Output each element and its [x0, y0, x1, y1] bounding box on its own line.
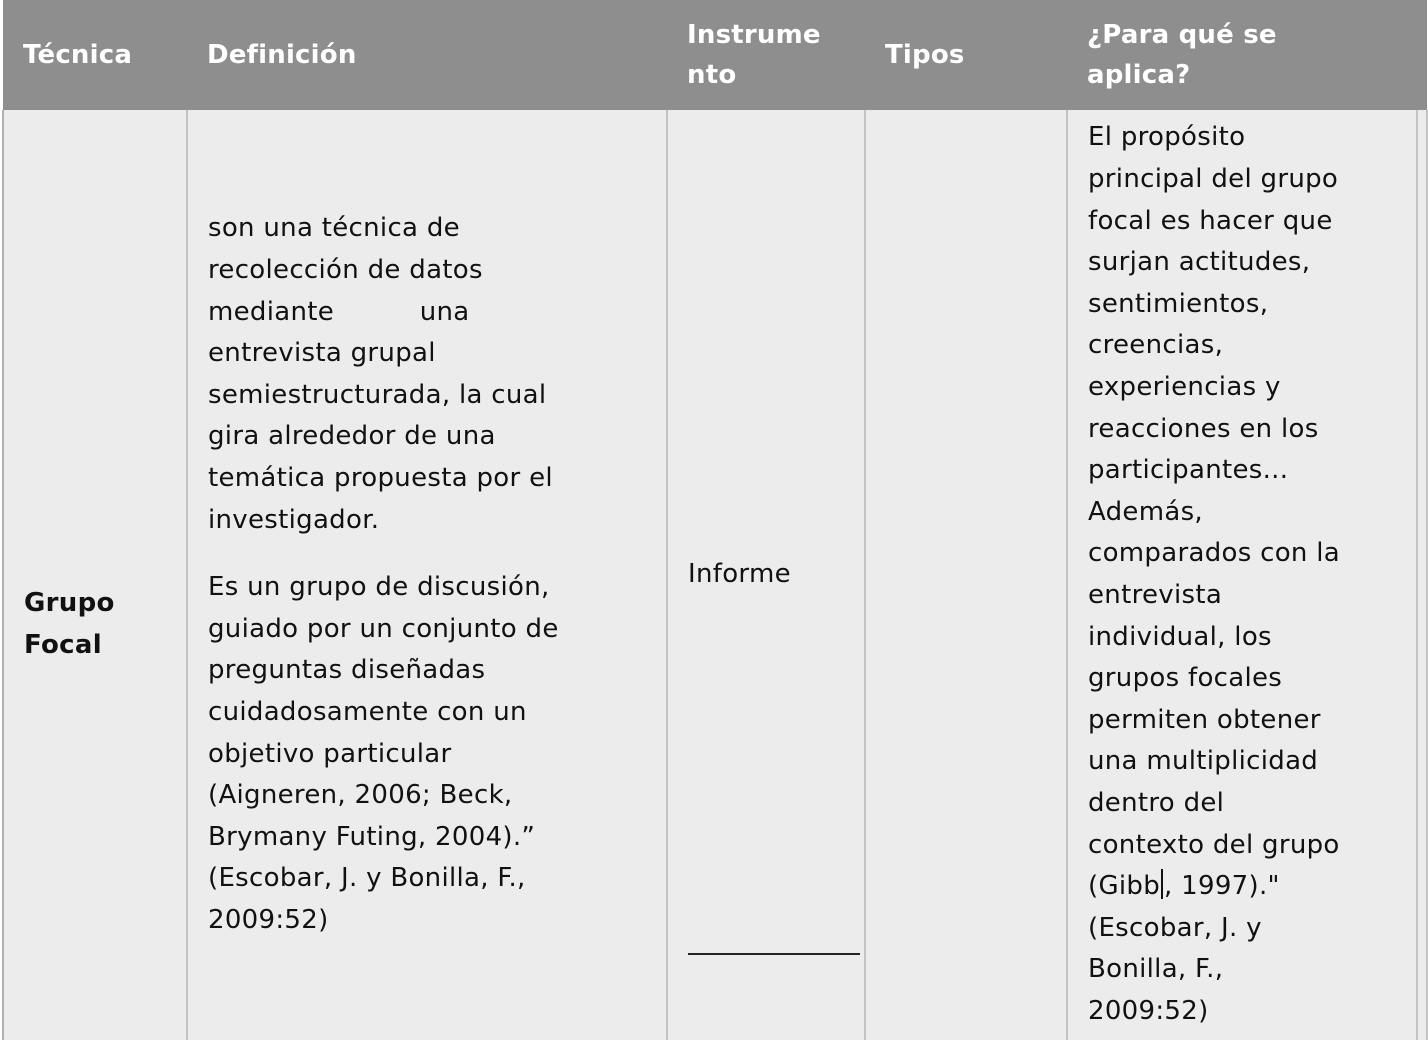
text-cursor-caret — [1161, 869, 1163, 899]
header-aplica-line2: aplica? — [1087, 60, 1191, 90]
aplica-line: una multiplicidad — [1088, 746, 1319, 777]
definicion-p2-line: (Aigneren, 2006; Beck, — [208, 780, 513, 811]
definicion-p1-line: recolección de datos — [208, 255, 483, 286]
definicion-p2-line: Es un grupo de discusión, — [208, 572, 550, 603]
aplica-line: dentro del — [1088, 787, 1225, 818]
cell-instrumento — [667, 110, 865, 1040]
header-instrumento-line2: nto — [687, 60, 737, 90]
definicion-p1-line: son una técnica de — [208, 213, 460, 244]
aplica-line: El propósito — [1088, 122, 1246, 153]
aplica-line: principal del grupo — [1088, 164, 1339, 195]
table-row — [3, 110, 1427, 1040]
definicion-paragraph-2 — [208, 567, 658, 941]
aplica-line: focal es hacer que — [1088, 205, 1333, 236]
header-tipos — [865, 0, 1067, 110]
definicion-p1-line: semiestructurada, la cual — [208, 379, 547, 410]
aplica-line: individual, los — [1088, 621, 1272, 652]
definicion-p2-line: objetivo particular — [208, 738, 452, 769]
aplica-line: entrevista — [1088, 580, 1223, 610]
header-instrumento — [667, 0, 865, 110]
definicion-p1-line: mediante una — [208, 296, 470, 327]
definicion-p2-line: cuidadosamente con un — [208, 696, 527, 727]
header-definicion-label: Definición — [207, 40, 357, 70]
header-trailing-cell — [1417, 0, 1427, 110]
aplica-line: Además, — [1088, 496, 1203, 527]
header-aplica-line1: ¿Para qué se — [1087, 20, 1277, 50]
definicion-p1-line: investigador. — [208, 504, 380, 535]
aplica-citation — [1088, 871, 1280, 901]
definicion-p2-line: Brymany Futing, 2004).” — [208, 821, 536, 852]
aplica-citation-end: , 1997)." — [1164, 871, 1280, 902]
definicion-p2-line: preguntas diseñadas — [208, 655, 486, 686]
instrumento-value: Informe — [688, 559, 791, 590]
cell-aplica — [1067, 110, 1417, 1040]
aplica-line: comparados con la — [1088, 538, 1341, 569]
aplica-line: permiten obtener — [1088, 704, 1321, 735]
definicion-p2-line: (Escobar, J. y Bonilla, F., — [208, 863, 526, 894]
aplica-tail-line: 2009:52) — [1088, 995, 1209, 1026]
definicion-paragraph-1 — [208, 208, 658, 541]
header-tecnica — [3, 0, 187, 110]
aplica-line: surjan actitudes, — [1088, 247, 1311, 278]
definicion-p1-line: temática propuesta por el — [208, 463, 553, 494]
horizontal-rule — [688, 953, 860, 955]
definicion-p2-line: guiado por un conjunto de — [208, 613, 559, 644]
header-aplica — [1067, 0, 1417, 110]
cell-tecnica — [3, 110, 187, 1040]
definicion-p1-line: entrevista grupal — [208, 338, 436, 369]
aplica-tail-line: Bonilla, F., — [1088, 954, 1224, 985]
aplica-citation-start: (Gibb — [1088, 871, 1161, 902]
definicion-p2-line: 2009:52) — [208, 904, 329, 935]
aplica-line: contexto del grupo — [1088, 829, 1340, 860]
aplica-tail-line: (Escobar, J. y — [1088, 912, 1262, 943]
header-tecnica-label: Técnica — [23, 40, 133, 70]
cell-definicion — [187, 110, 667, 1040]
cell-trailing — [1417, 110, 1427, 1040]
aplica-line: experiencias y — [1088, 372, 1281, 403]
table-header-row — [3, 0, 1427, 110]
header-tipos-label: Tipos — [885, 40, 965, 70]
definicion-p1-line: gira alrededor de una — [208, 421, 496, 452]
aplica-line: grupos focales — [1088, 663, 1283, 694]
tecnica-line2: Focal — [24, 630, 102, 660]
cell-tipos — [865, 110, 1067, 1040]
aplica-line: participantes... — [1088, 455, 1289, 486]
tecnica-line1: Grupo — [24, 588, 115, 619]
techniques-table — [2, 0, 1428, 1040]
tecnica-name — [24, 483, 178, 666]
aplica-line: sentimientos, — [1088, 288, 1269, 319]
aplica-line: creencias, — [1088, 330, 1224, 361]
header-definicion — [187, 0, 667, 110]
header-instrumento-line1: Instrume — [687, 20, 821, 50]
aplica-line: reacciones en los — [1088, 413, 1319, 444]
